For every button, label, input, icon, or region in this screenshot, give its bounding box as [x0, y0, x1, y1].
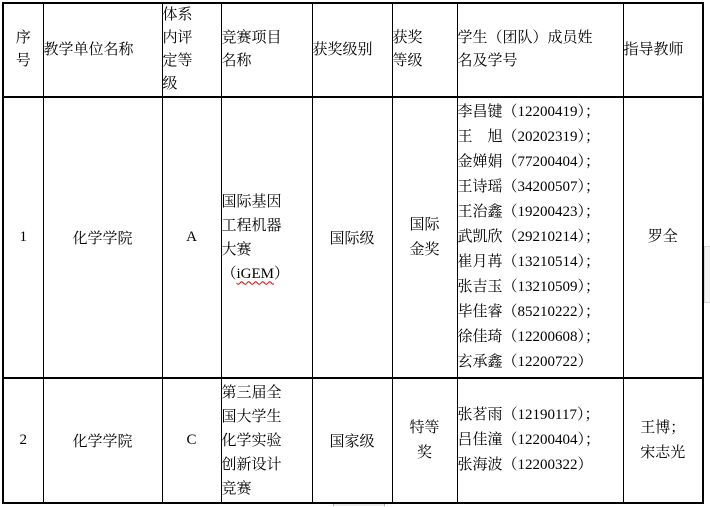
horizontal-scrollbar-thumb-fragment[interactable] [333, 504, 385, 506]
igem-spellcheck-text: iGEM [236, 265, 275, 282]
advisor-cell [623, 97, 703, 378]
student-entry: 金婵娟（77200404）； [457, 154, 601, 170]
igem-open-paren: （ [221, 265, 237, 282]
student-entry: 玄承鑫（12200722） [457, 354, 593, 370]
advisor-name: 王博； [640, 419, 686, 436]
header-advisor-label: 指导教师 [623, 41, 684, 58]
student-entry: 王治鑫（19200423）； [457, 204, 601, 220]
igem-close-paren: ） [274, 265, 290, 282]
student-entry: 张海波（12200322） [457, 457, 593, 473]
seq-cell: 2 [3, 378, 43, 503]
students-cell [457, 97, 623, 378]
award-rank-line: 特等 [409, 419, 440, 436]
competition-line: 化学实验 [221, 432, 282, 449]
table-row [3, 378, 703, 503]
grade-cell: C [162, 378, 221, 503]
header-students [457, 3, 623, 97]
award-rank-cell [392, 378, 457, 503]
header-competition [221, 3, 312, 97]
header-award-rank [392, 3, 457, 97]
competition-line-igem [222, 262, 312, 286]
unit-cell: 化学学院 [43, 378, 162, 503]
award-rank-cell [392, 97, 457, 378]
competition-line: 第三届全 [221, 384, 282, 401]
competition-line: 国际基因 [221, 193, 282, 210]
header-system-grade-line: 定等 [162, 53, 193, 69]
header-award-rank-line: 获奖 [392, 30, 423, 46]
header-system-grade-line: 级 [162, 76, 178, 92]
header-system-grade-line: 体系 [162, 7, 193, 23]
competition-line: 竞赛 [221, 480, 252, 497]
advisor-name: 宋志光 [640, 444, 686, 461]
seq-cell: 1 [3, 97, 43, 378]
award-rank-line: 国际 [409, 216, 440, 233]
student-entry: 王诗瑶（34200507）； [457, 179, 601, 195]
advisor-cell [623, 378, 703, 503]
competition-cell [221, 97, 312, 378]
student-entry: 张茗雨（12190117）； [457, 407, 600, 423]
header-students-line: 学生（团队）成员姓 [457, 30, 593, 46]
header-advisor [623, 3, 703, 97]
vertical-scrollbar-thumb-fragment[interactable] [704, 246, 710, 303]
header-competition-line: 名称 [221, 53, 252, 69]
header-award-rank-line: 等级 [392, 53, 423, 69]
header-system-grade-line: 内评 [162, 30, 193, 46]
student-entry: 崔月苒（13210514）； [457, 254, 601, 270]
header-seq [3, 3, 43, 97]
student-entry: 张吉玉（13210509）； [457, 279, 601, 295]
student-entry: 徐佳琦（12200608）； [457, 329, 601, 345]
header-row [3, 3, 703, 97]
grade-cell: A [162, 97, 221, 378]
competition-line: 创新设计 [221, 456, 282, 473]
header-students-line: 名及学号 [457, 53, 518, 69]
award-rank-line: 金奖 [409, 241, 440, 258]
header-unit-label: 教学单位名称 [43, 41, 134, 58]
award-level-cell: 国家级 [312, 378, 392, 503]
header-award-level [312, 3, 392, 97]
table-row [3, 97, 703, 378]
header-award-level-label: 获奖级别 [312, 41, 373, 58]
header-unit [43, 3, 162, 97]
header-system-grade [162, 3, 221, 97]
competition-line: 工程机器 [221, 217, 282, 234]
student-entry: 吕佳潼（12200404）； [457, 432, 601, 448]
students-cell [457, 378, 623, 503]
student-entry: 王 旭（20202319）； [457, 129, 601, 145]
competition-line: 大赛 [221, 241, 252, 258]
student-entry: 武凯欣（29210214）； [457, 229, 601, 245]
competition-cell [221, 378, 312, 503]
advisor-name: 罗全 [647, 229, 678, 245]
awards-table [2, 2, 704, 504]
student-entry: 李昌键（12200419）； [457, 104, 601, 120]
header-seq-line: 序 [15, 30, 31, 46]
header-competition-line: 竞赛项目 [221, 30, 282, 46]
header-seq-line: 号 [15, 53, 31, 69]
student-entry: 毕佳睿（85210222）； [457, 304, 601, 320]
competition-line: 国大学生 [221, 408, 282, 425]
award-rank-line: 奖 [416, 444, 432, 461]
award-level-cell: 国际级 [312, 97, 392, 378]
unit-cell: 化学学院 [43, 97, 162, 378]
